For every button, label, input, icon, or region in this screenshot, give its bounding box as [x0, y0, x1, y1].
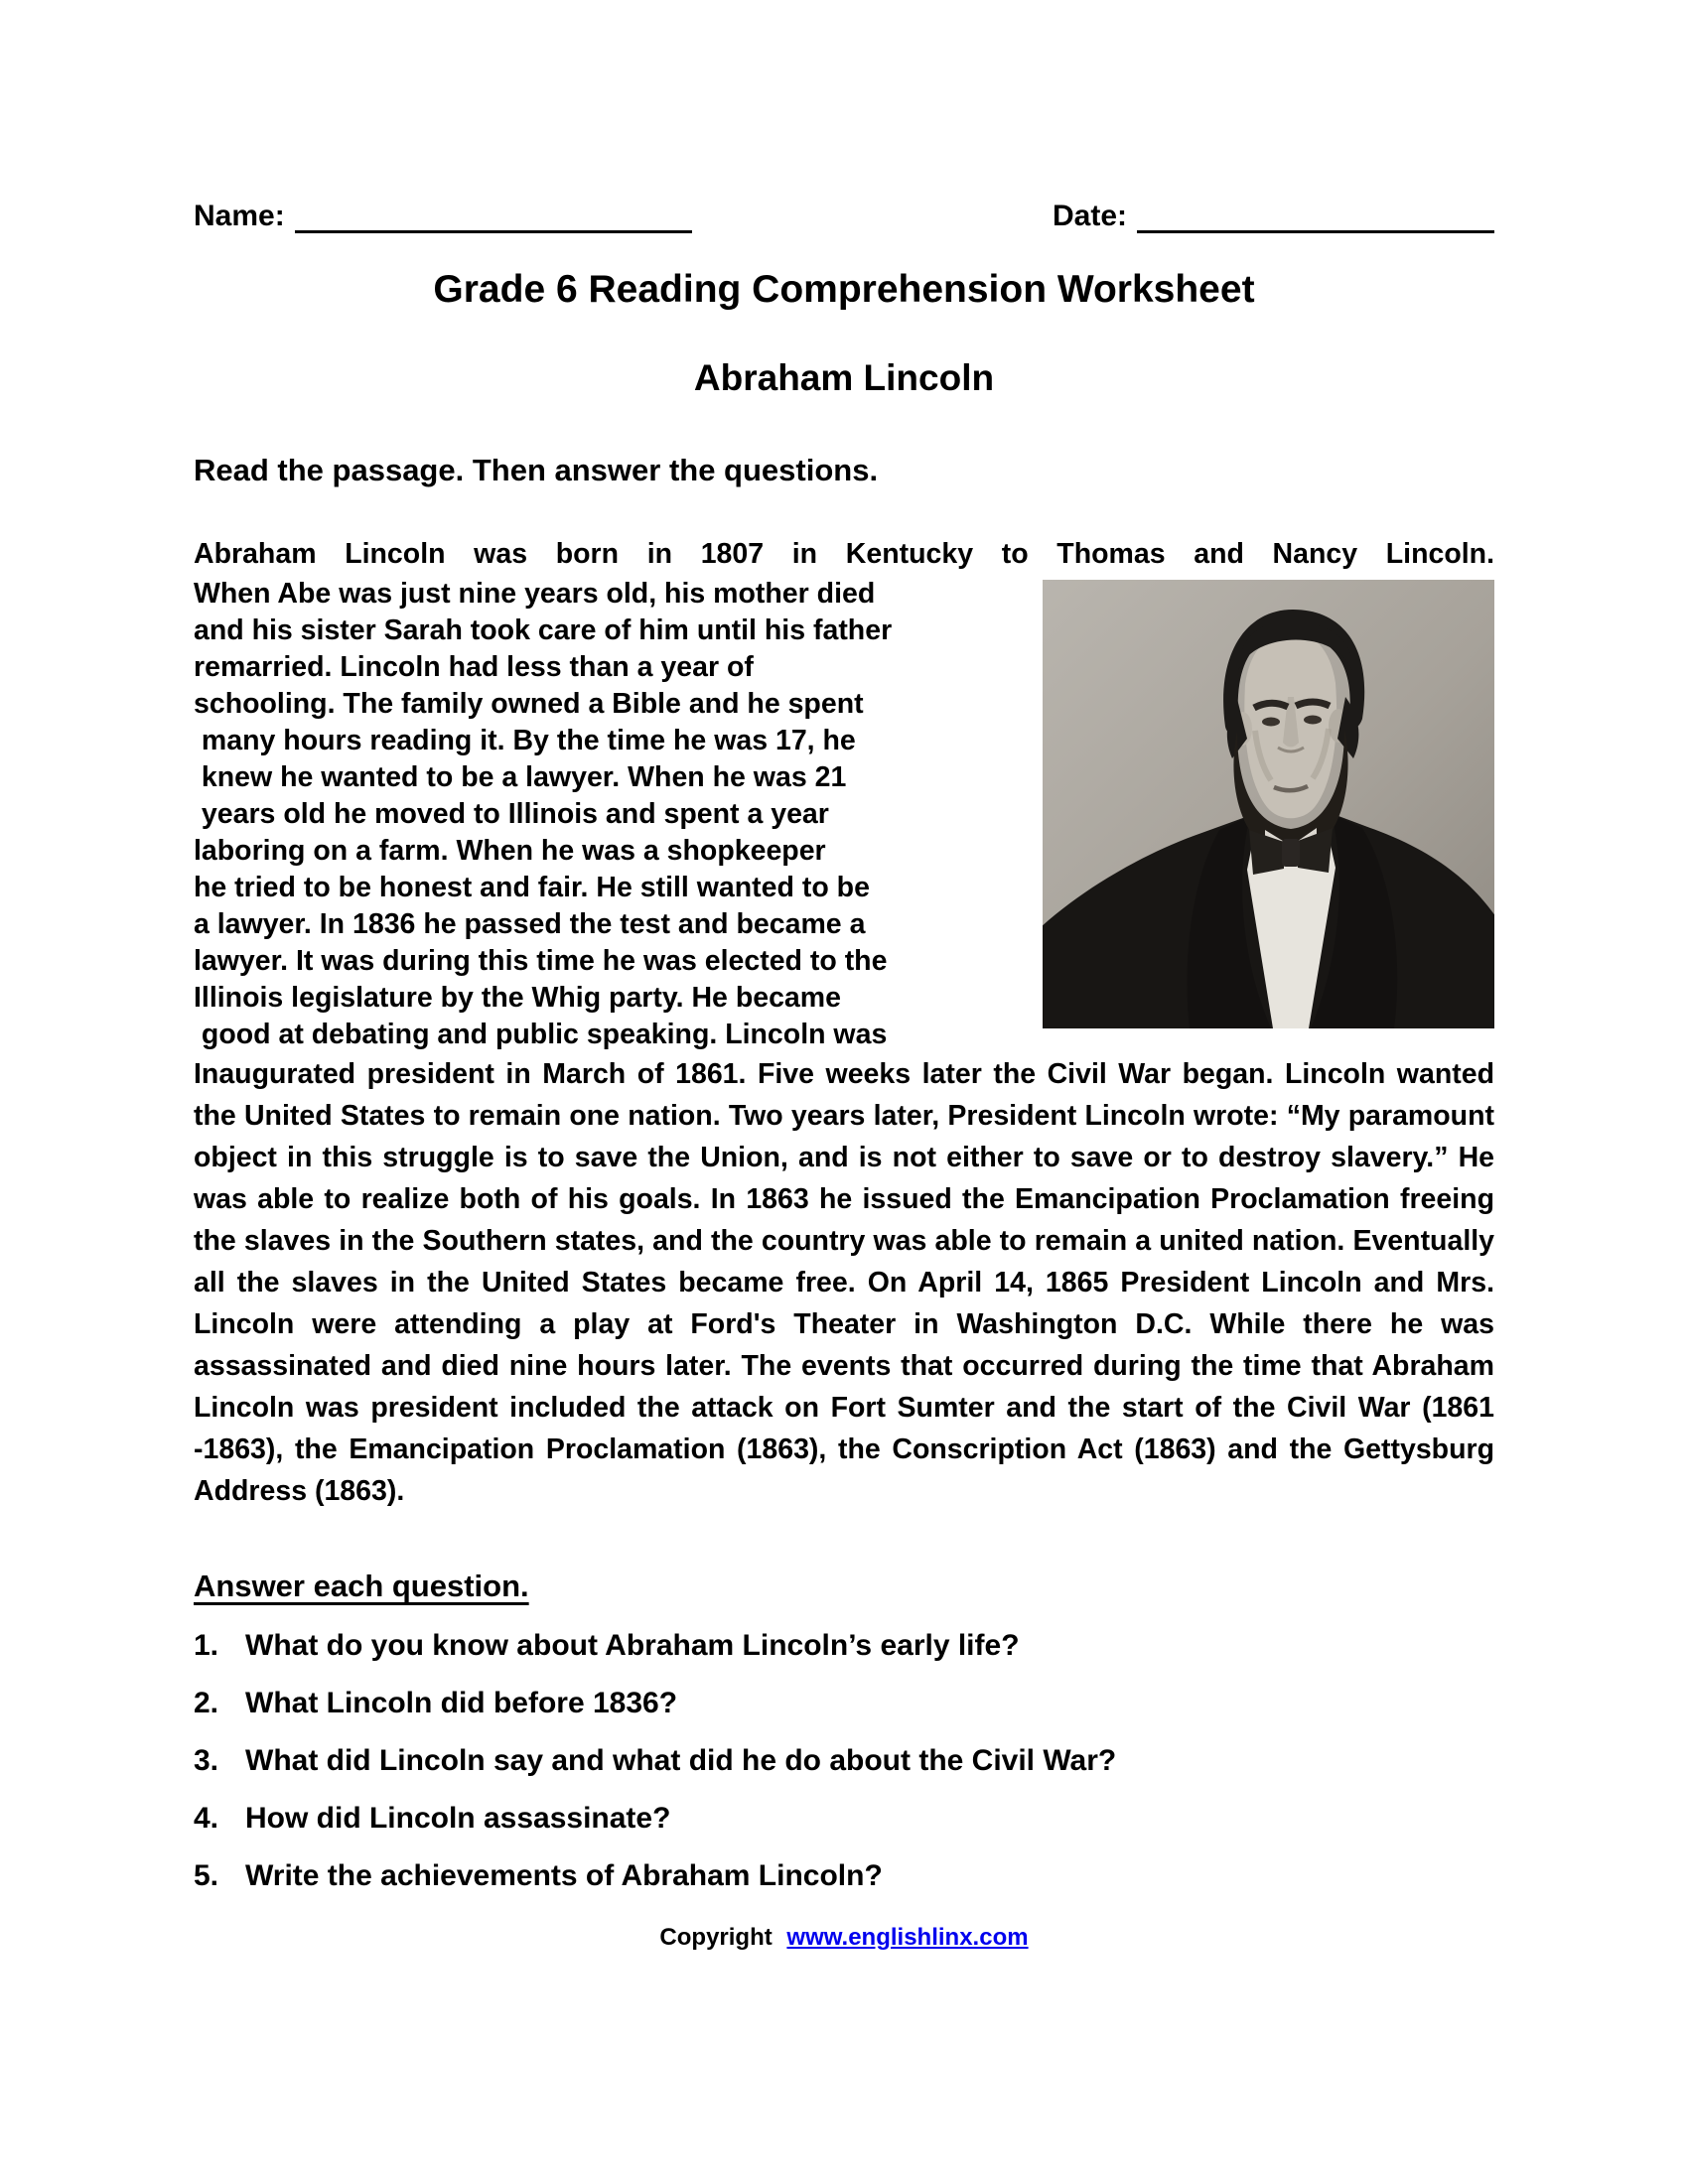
date-blank-line	[1137, 197, 1494, 233]
copyright-link[interactable]: www.englishlinx.com	[786, 1924, 1029, 1951]
question-text: What did Lincoln say and what did he do about the Civil War?	[245, 1744, 1117, 1777]
name-label: Name:	[194, 200, 285, 232]
name-field-group	[194, 197, 692, 233]
question-number: 5.	[194, 1859, 219, 1892]
passage-body-text: Inaugurated president in March of 1861. Five weeks later the Civil War began. Lincoln wanted the United States to remain one nation. Two years later, President Lincoln wrote: “My paramount object in this struggle is to save the Union, and is not either to save or to destroy slavery.” He was able to realize both of his goals. In 1863 he issued the Emancipation Proclamation freeing the slaves in the Southern states, and the country was able to remain a united nation. Eventually all the slaves in the United States became free. On April 14, 1865 President Lincoln and Mrs. Lincoln were attending a play at Ford's Theater in Washington D.C. While there he was assassinated and died nine hours later. The events that occurred during the time that Abraham Lincoln was president included the attack on Fort Sumter and the start of the Civil War (1861 -1863), the Emancipation Proclamation (1863), the Conscription Act (1863) and the Gettysburg Address (1863).	[194, 1058, 1494, 1507]
passage-first-line: Abraham Lincoln was born in 1807 in Kentucky to Thomas and Nancy Lincoln.	[194, 538, 1494, 570]
passage-line: good at debating and public speaking. Lincoln was	[194, 1019, 888, 1050]
date-field-group	[1053, 197, 1494, 233]
passage-line: lawyer. It was during this time he was elected to the	[194, 945, 888, 977]
instructions-text: Read the passage. Then answer the questions.	[194, 453, 879, 487]
question-text: How did Lincoln assassinate?	[245, 1802, 671, 1835]
question-number: 3.	[194, 1744, 219, 1777]
page-subtitle: Abraham Lincoln	[693, 357, 995, 398]
passage-line: Illinois legislature by the Whig party. He became	[194, 982, 841, 1014]
passage-line: years old he moved to Illinois and spent a year	[194, 798, 829, 830]
page-title: Grade 6 Reading Comprehension Worksheet	[433, 268, 1255, 311]
question-item	[194, 1803, 1494, 1835]
question-number: 4.	[194, 1802, 219, 1835]
date-label: Date:	[1052, 200, 1127, 232]
passage-line: a lawyer. In 1836 he passed the test and became a	[194, 908, 866, 940]
questions-heading: Answer each question.	[194, 1569, 529, 1603]
passage-line: laboring on a farm. When he was a shopkeeper	[194, 835, 826, 867]
passage-line: knew he wanted to be a lawyer. When he was 21	[194, 761, 847, 793]
footer	[0, 1924, 1688, 1952]
lincoln-portrait-drawing	[1043, 580, 1494, 1028]
name-blank-line	[295, 197, 692, 233]
question-item	[194, 1688, 1494, 1719]
passage-line: schooling. The family owned a Bible and he spent	[194, 688, 864, 720]
question-item	[194, 1860, 1494, 1892]
lincoln-portrait-image	[1043, 580, 1494, 1028]
passage-line: When Abe was just nine years old, his mother died	[194, 578, 876, 610]
header-row	[194, 197, 1494, 233]
passage-line: remarried. Lincoln had less than a year of	[194, 651, 754, 683]
question-number: 2.	[194, 1687, 219, 1719]
question-number: 1.	[194, 1629, 219, 1662]
copyright-label: Copyright	[659, 1924, 773, 1951]
question-text: What do you know about Abraham Lincoln’s early life?	[245, 1629, 1020, 1662]
question-item	[194, 1745, 1494, 1777]
question-text: What Lincoln did before 1836?	[245, 1687, 678, 1719]
questions-section	[194, 1569, 1494, 1892]
question-item	[194, 1630, 1494, 1662]
question-text: Write the achievements of Abraham Lincoln?	[245, 1859, 883, 1892]
passage-line: he tried to be honest and fair. He still wanted to be	[194, 872, 870, 903]
passage-line: many hours reading it. By the time he was 17, he	[194, 725, 856, 756]
passage-line: and his sister Sarah took care of him until his father	[194, 614, 893, 646]
reading-passage	[194, 534, 1494, 1512]
